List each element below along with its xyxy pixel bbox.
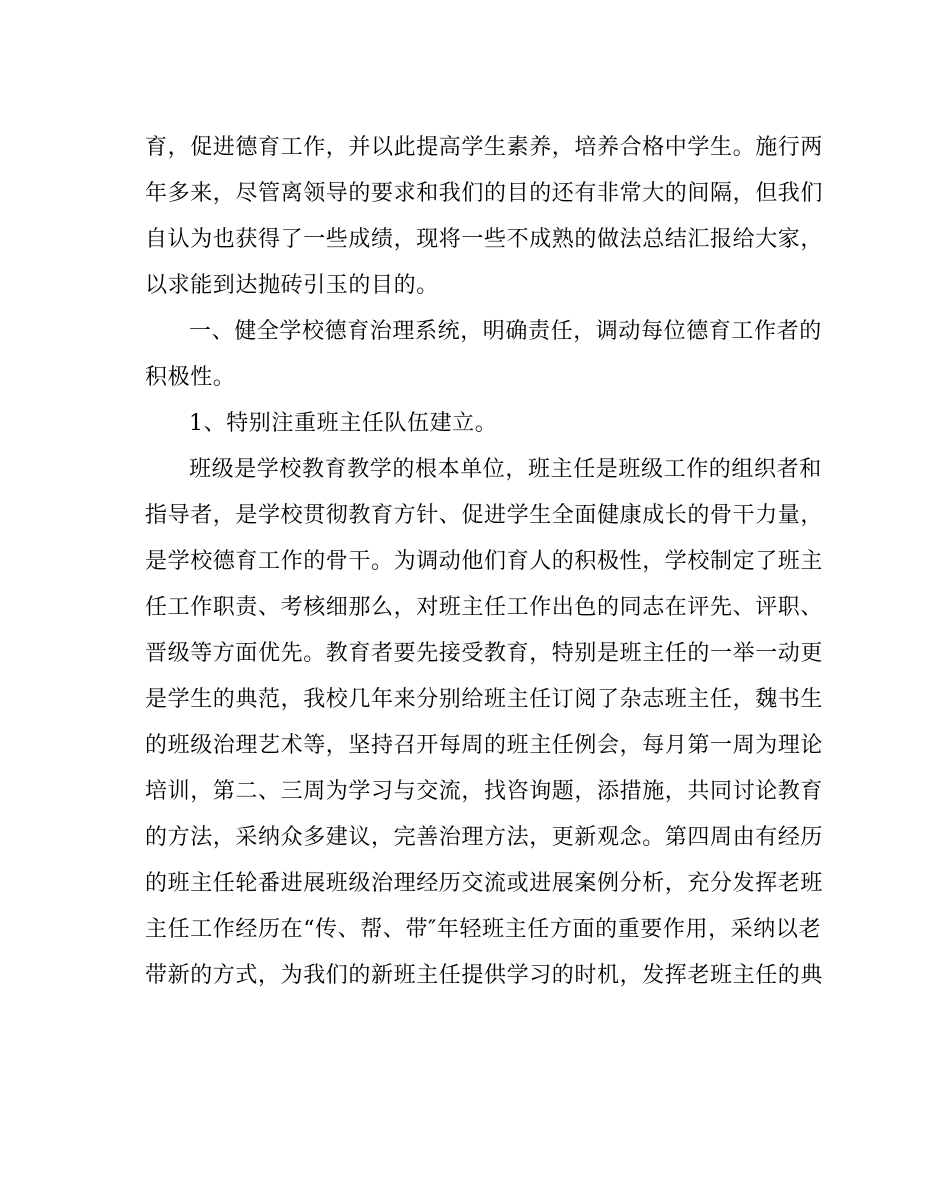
text-line: 带新的方式，为我们的新班主任提供学习的时机，发挥老班主任的典 [145, 963, 824, 988]
text-line: 的班主任轮番进展班级治理经历交流或进展案例分析，充分发挥老班 [145, 871, 824, 896]
text-line: 年多来，尽管离领导的要求和我们的目的还有非常大的间隔，但我们 [145, 181, 824, 206]
text-line: 晋级等方面优先。教育者要先接受教育，特别是班主任的一举一动更 [145, 641, 824, 666]
text-line: 培训，第二、三周为学习与交流，找咨询题，添措施，共同讨论教育 [145, 779, 824, 804]
section-heading-line: 一、健全学校德育治理系统，明确责任，调动每位德育工作者的 [189, 319, 822, 344]
text-line: 育，促进德育工作，并以此提高学生素养，培养合格中学生。施行两 [145, 135, 824, 160]
text-line: 的方法，采纳众多建议，完善治理方法，更新观念。第四周由有经历 [145, 825, 824, 850]
text-line: 指导者，是学校贯彻教育方针、促进学生全面健康成长的骨干力量， [145, 503, 824, 528]
text-line: 以求能到达抛砖引玉的目的。 [145, 273, 439, 298]
text-line: 的班级治理艺术等，坚持召开每周的班主任例会，每月第一周为理论 [145, 733, 824, 758]
text-line: 班级是学校教育教学的根本单位，班主任是班级工作的组织者和 [189, 457, 822, 482]
document-body [145, 125, 824, 999]
text-line: 自认为也获得了一些成绩，现将一些不成熟的做法总结汇报给大家， [145, 227, 824, 252]
text-line: 任工作职责、考核细那么，对班主任工作出色的同志在评先、评职、 [145, 595, 824, 620]
subsection-heading: 1、特别注重班主任队伍建立。 [189, 411, 498, 436]
text-line: 主任工作经历在“传、帮、带″年轻班主任方面的重要作用，采纳以老 [145, 917, 822, 942]
text-line: 是学生的典范，我校几年来分别给班主任订阅了杂志班主任，魏书生 [145, 687, 824, 712]
text-line: 是学校德育工作的骨干。为调动他们育人的积极性，学校制定了班主 [145, 549, 824, 574]
section-heading-line: 积极性。 [145, 365, 236, 390]
